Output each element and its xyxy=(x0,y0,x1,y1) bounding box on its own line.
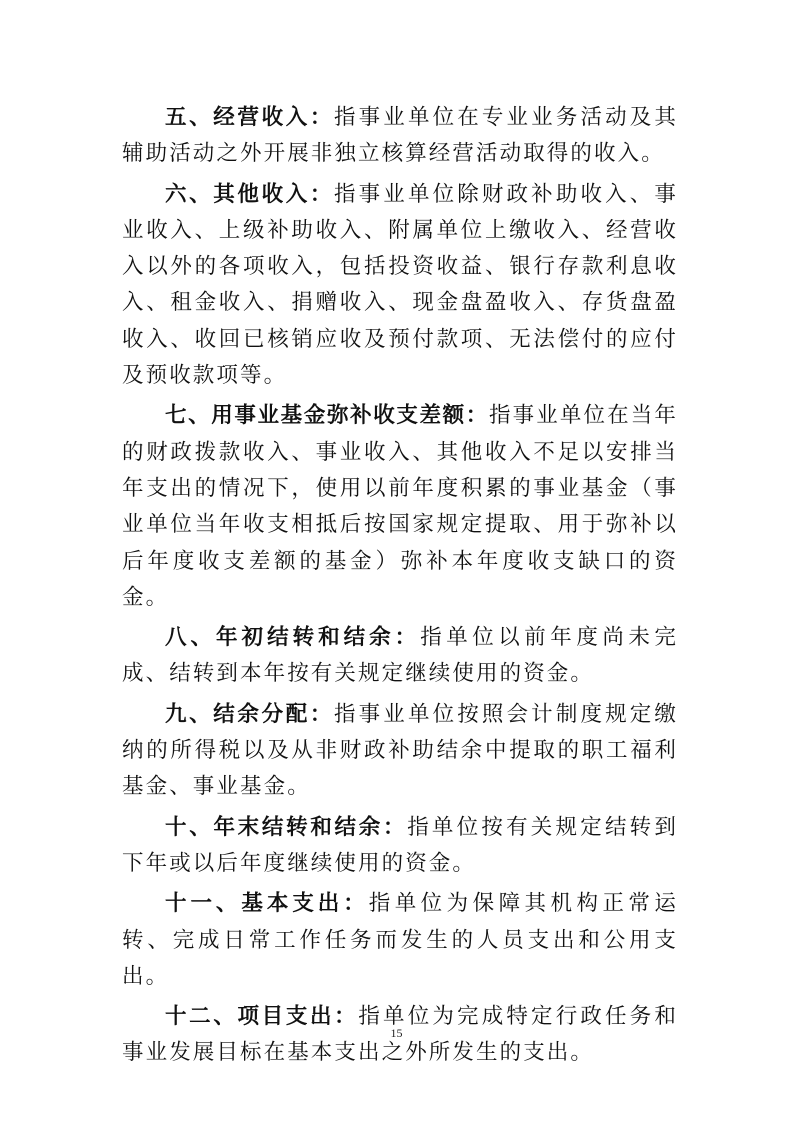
definition-text: 指事业单位在专业业务活动及其辅助活动之外开展非独立核算经营活动取得的收入。 xyxy=(122,105,678,167)
definition-text: 指单位为完成特定行政任务和事业发展目标在基本支出之外所发生的支出。 xyxy=(122,1004,678,1066)
definition-text: 指事业单位除财政补助收入、事业收入、上级补助收入、附属单位上缴收入、经营收入以外的各项收入，包括投资收益、银行存款利息收入、租金收入、捐赠收入、现金盘盈收入、存货盘盈收入、收回已核销应收及预付款项、无法偿付的应付及预收款项等。 xyxy=(122,181,678,389)
definition-term: 十二、项目支出： xyxy=(165,1004,359,1030)
definition-term: 八、年初结转和结余： xyxy=(165,625,421,651)
definition-paragraph-9 xyxy=(122,697,678,806)
document-body xyxy=(122,100,678,1076)
definition-paragraph-8 xyxy=(122,620,678,693)
definition-text: 指单位为保障其机构正常运转、完成日常工作任务而发生的人员支出和公用支出。 xyxy=(122,891,678,989)
definition-text: 指单位以前年度尚未完成、结转到本年按有关规定继续使用的资金。 xyxy=(122,625,678,687)
definition-paragraph-6 xyxy=(122,177,678,395)
definition-text: 指事业单位按照会计制度规定缴纳的所得税以及从非财政补助结余中提取的职工福利基金、事业基金。 xyxy=(122,701,678,800)
definition-paragraph-7 xyxy=(122,398,678,616)
definition-paragraph-11 xyxy=(122,886,678,995)
definition-term: 七、用事业基金弥补收支差额： xyxy=(165,403,489,429)
definition-paragraph-10 xyxy=(122,810,678,883)
definition-term: 十一、基本支出： xyxy=(165,891,369,917)
definition-term: 六、其他收入： xyxy=(165,181,335,207)
definition-text: 指单位按有关规定结转到下年或以后年度继续使用的资金。 xyxy=(122,814,678,876)
page-number: 15 xyxy=(390,1026,403,1040)
definition-term: 五、经营收入： xyxy=(165,105,335,130)
definition-term: 九、结余分配： xyxy=(165,701,335,727)
definition-term: 十、年末结转和结余： xyxy=(165,814,408,840)
definition-paragraph-5 xyxy=(122,100,678,173)
definition-text: 指事业单位在当年的财政拨款收入、事业收入、其他收入不足以安排当年支出的情况下，使用以前年度积累的事业基金（事业单位当年收支相抵后按国家规定提取、用于弥补以后年度收支差额的基金）弥补本年度收支缺口的资金。 xyxy=(122,403,678,610)
